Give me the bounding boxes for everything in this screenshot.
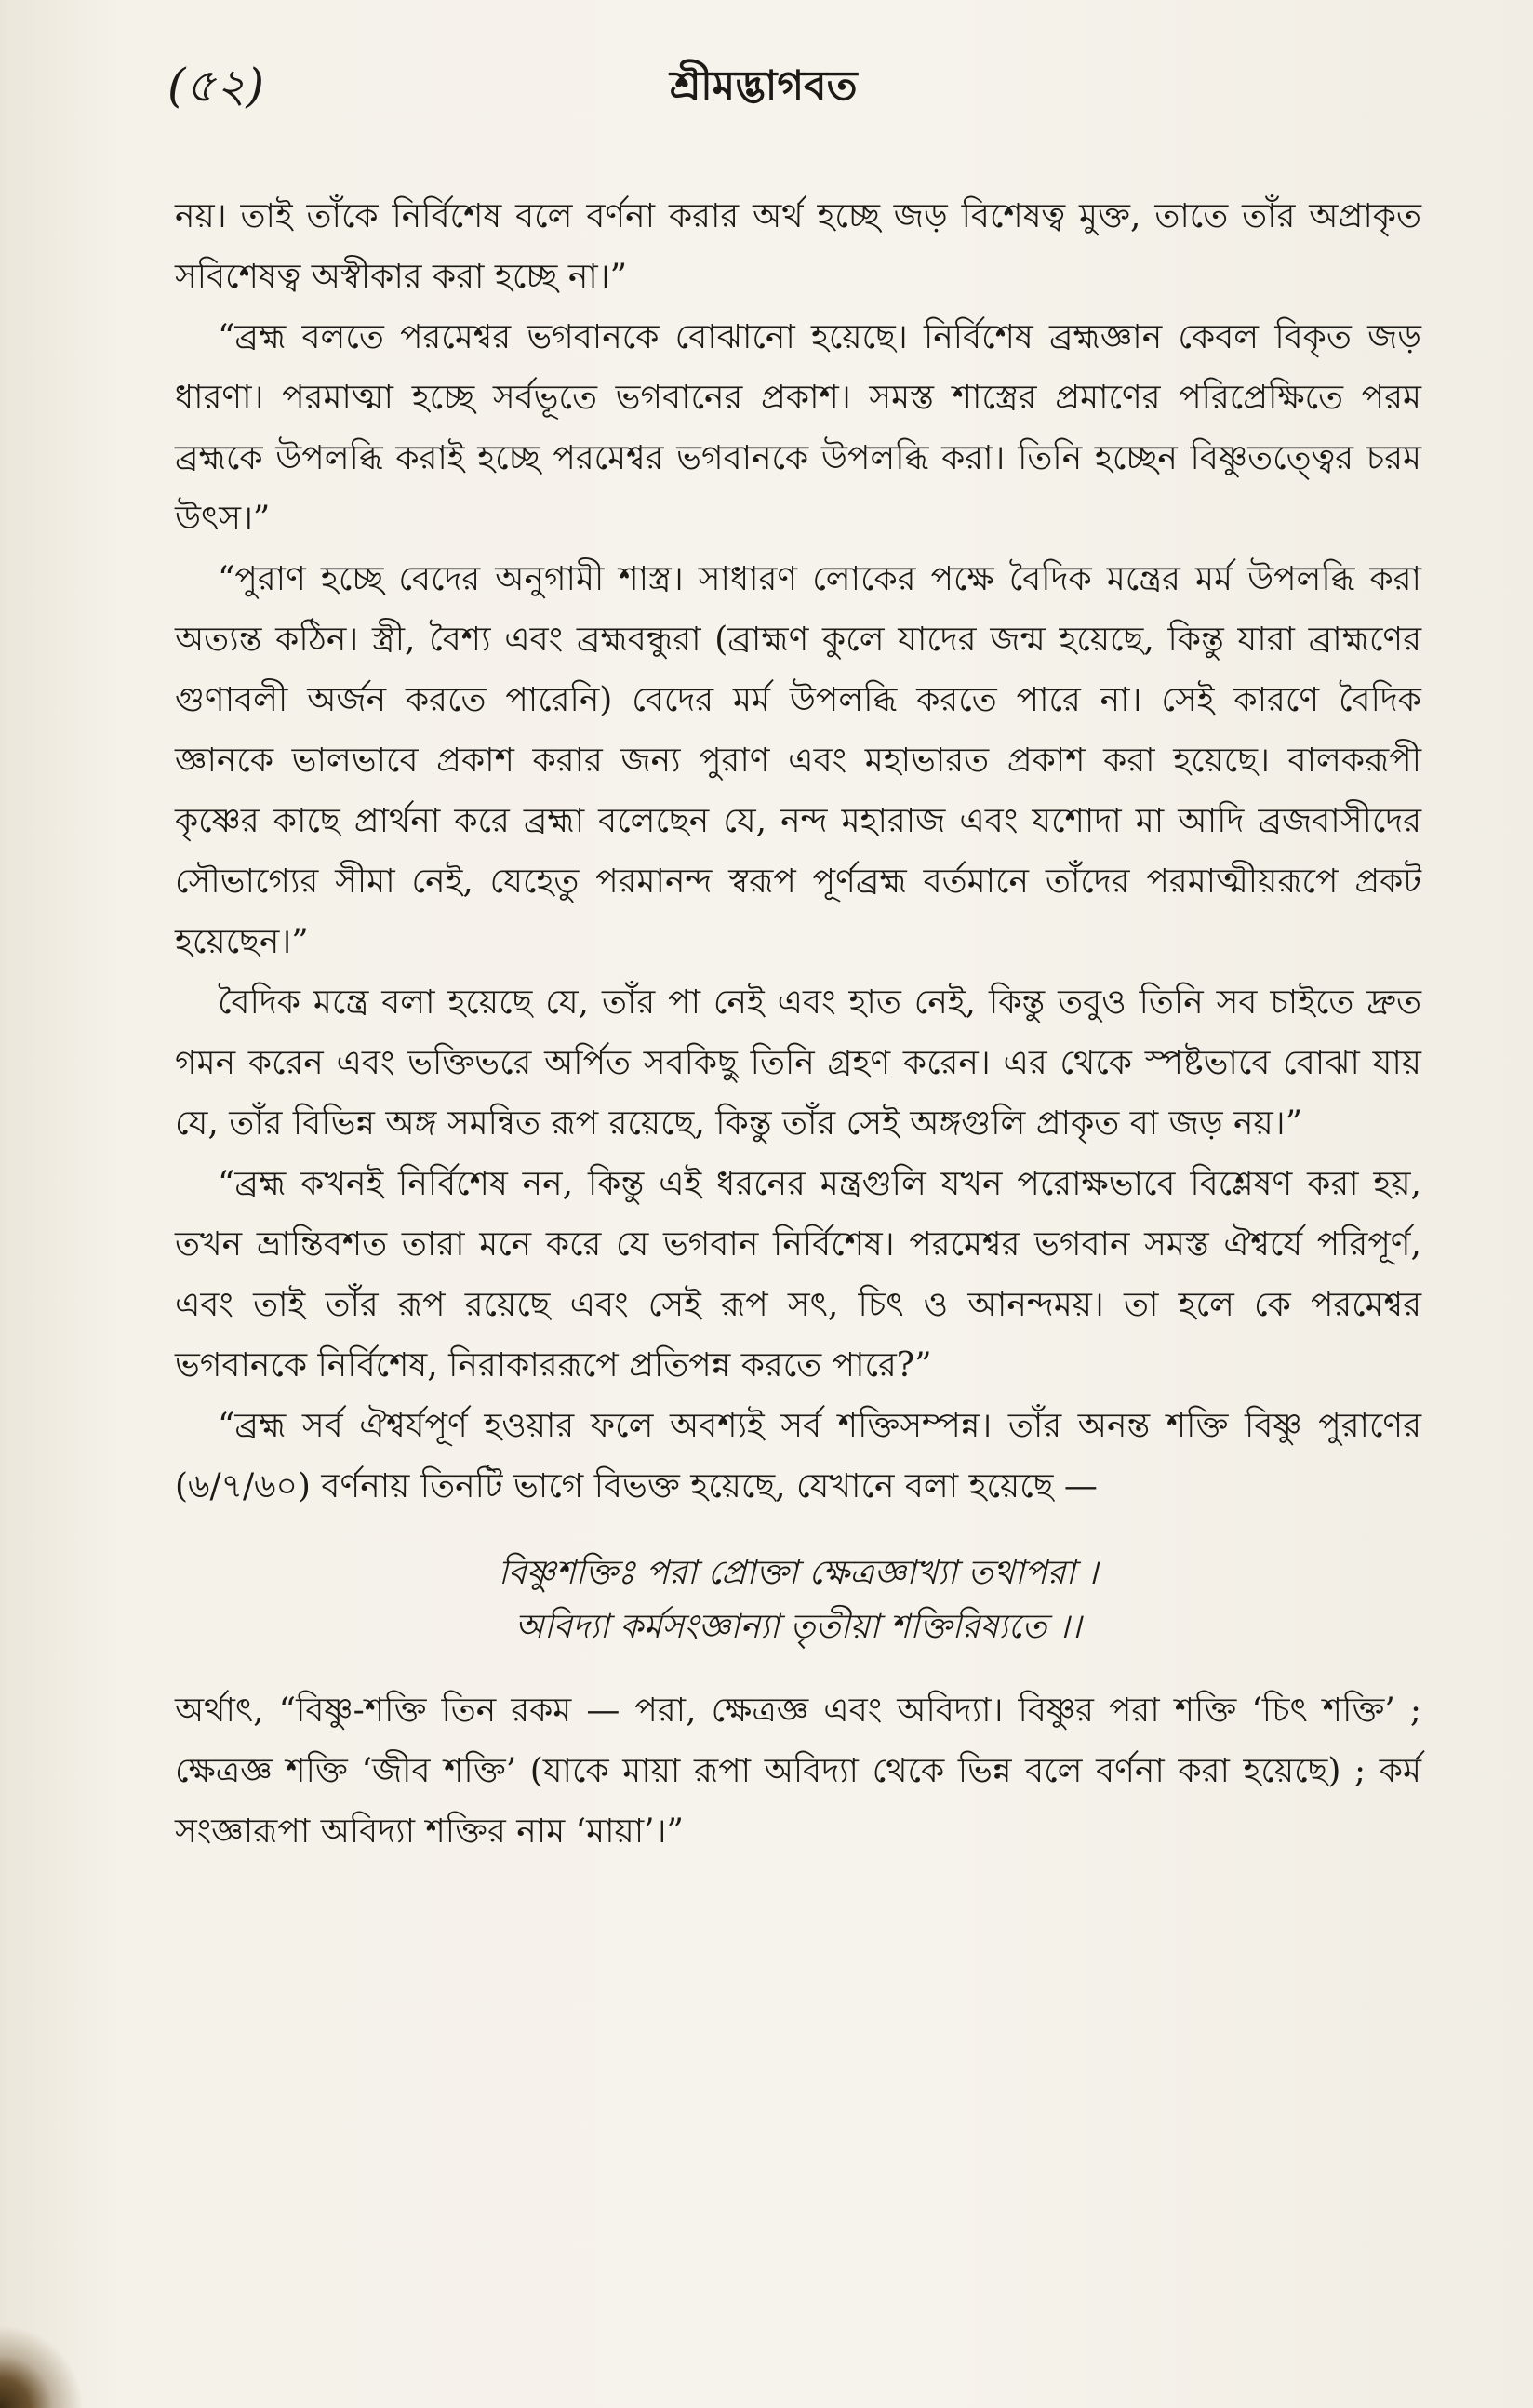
body-text (175, 186, 1421, 1862)
page-corner-shadow (0, 2324, 84, 2408)
paragraph-4: বৈদিক মন্ত্রে বলা হয়েছে যে, তাঁর পা নেই এবং হাত নেই, কিন্তু তবুও তিনি সব চাইতে দ্রুত গমন করেন এবং ভক্তিভরে অর্পিত সবকিছু তিনি গ্রহণ করেন। এর থেকে স্পষ্টভাবে বোঝা যায় যে, তাঁর বিভিন্ন অঙ্গ সমন্বিত রূপ রয়েছে, কিন্তু তাঁর সেই অঙ্গগুলি প্রাকৃত বা জড় নয়।” (175, 983, 1421, 1143)
verse-line-1: বিষ্ণুশক্তিঃ পরা প্রোক্তা ক্ষেত্রজ্ঞাখ্যা তথাপরা । (498, 1554, 1099, 1592)
paragraph-1: নয়। তাই তাঁকে নির্বিশেষ বলে বর্ণনা করার অর্থ হচ্ছে জড় বিশেষত্ব মুক্ত, তাতে তাঁর অপ্রাকৃত সবিশেষত্ব অস্বীকার করা হচ্ছে না।” (175, 197, 1421, 296)
page-number: (৫২) (167, 59, 264, 113)
sanskrit-verse (175, 1546, 1421, 1654)
page-header (0, 51, 1533, 126)
running-title: শ্রীমদ্ভাগবত (670, 62, 858, 110)
verse-translation: অর্থাৎ, “বিষ্ণু-শক্তি তিন রকম — পরা, ক্ষেত্রজ্ঞ এবং অবিদ্যা। বিষ্ণুর পরা শক্তি ‘চিৎ শক্তি’ ; ক্ষেত্রজ্ঞ শক্তি ‘জীব শক্তি’ (যাকে মায়া রূপা অবিদ্যা থেকে ভিন্ন বলে বর্ণনা করা হয়েছে) ; কর্ম সংজ্ঞারূপা অবিদ্যা শক্তির নাম ‘মায়া’।” (175, 1692, 1421, 1851)
paragraph-3: “পুরাণ হচ্ছে বেদের অনুগামী শাস্ত্র। সাধারণ লোকের পক্ষে বৈদিক মন্ত্রের মর্ম উপলব্ধি করা অত্যন্ত কঠিন। স্ত্রী, বৈশ্য এবং ব্রহ্মবন্ধুরা (ব্রাহ্মণ কুলে যাদের জন্ম হয়েছে, কিন্তু যারা ব্রাহ্মণের গুণাবলী অর্জন করতে পারেনি) বেদের মর্ম উপলব্ধি করতে পারে না। সেই কারণে বৈদিক জ্ঞানকে ভালভাবে প্রকাশ করার জন্য পুরাণ এবং মহাভারত প্রকাশ করা হয়েছে। বালকরূপী কৃষ্ণের কাছে প্রার্থনা করে ব্রহ্মা বলেছেন যে, নন্দ মহারাজ এবং যশোদা মা আদি ব্রজবাসীদের সৌভাগ্যের সীমা নেই, যেহেতু পরমানন্দ স্বরূপ পূর্ণব্রহ্ম বর্তমানে তাঁদের পরমাত্মীয়রূপে প্রকট হয়েছেন।” (175, 560, 1421, 961)
paragraph-6: “ব্রহ্ম সর্ব ঐশ্বর্যপূর্ণ হওয়ার ফলে অবশ্যই সর্ব শক্তিসম্পন্ন। তাঁর অনন্ত শক্তি বিষ্ণু পুরাণের (৬/৭/৬০) বর্ণনায় তিনটি ভাগে বিভক্ত হয়েছে, যেখানে বলা হয়েছে — (175, 1407, 1421, 1505)
paragraph-2: “ব্রহ্ম বলতে পরমেশ্বর ভগবানকে বোঝানো হয়েছে। নির্বিশেষ ব্রহ্মজ্ঞান কেবল বিকৃত জড় ধারণা। পরমাত্মা হচ্ছে সর্বভূতে ভগবানের প্রকাশ। সমস্ত শাস্ত্রের প্রমাণের পরিপ্রেক্ষিতে পরম ব্রহ্মকে উপলব্ধি করাই হচ্ছে পরমেশ্বর ভগবানকে উপলব্ধি করা। তিনি হচ্ছেন বিষ্ণুতত্ত্বের চরম উৎস।” (175, 318, 1421, 538)
paragraph-5: “ব্রহ্ম কখনই নির্বিশেষ নন, কিন্তু এই ধরনের মন্ত্রগুলি যখন পরোক্ষভাবে বিশ্লেষণ করা হয়, তখন ভ্রান্তিবশত তারা মনে করে যে ভগবান নির্বিশেষ। পরমেশ্বর ভগবান সমস্ত ঐশ্বর্যে পরিপূর্ণ, এবং তাই তাঁর রূপ রয়েছে এবং সেই রূপ সৎ, চিৎ ও আনন্দময়। তা হলে কে পরমেশ্বর ভগবানকে নির্বিশেষ, নিরাকাররূপে প্রতিপন্ন করতে পারে?” (175, 1165, 1421, 1385)
verse-line-2: অবিদ্যা কর্মসংজ্ঞান্যা তৃতীয়া শক্তিরিষ্যতে ।। (514, 1608, 1082, 1646)
